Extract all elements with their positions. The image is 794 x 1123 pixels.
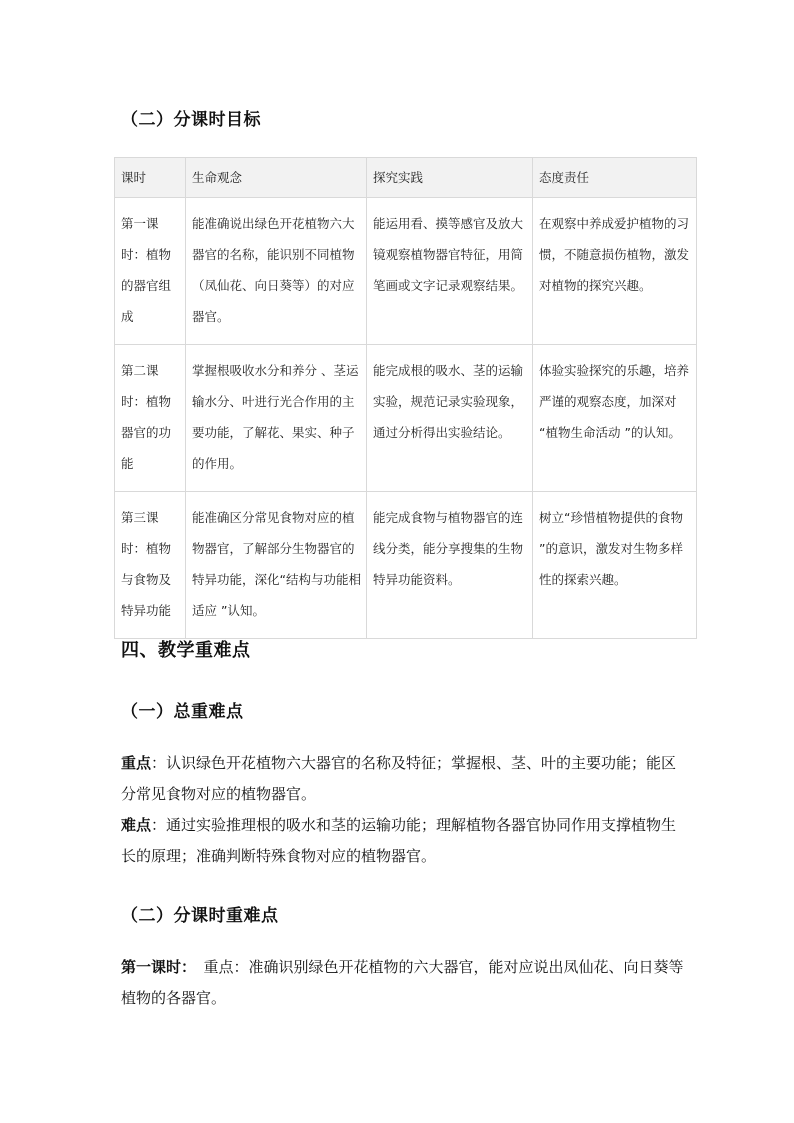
section-title-overall: （一）总重难点 — [121, 702, 244, 722]
table-cell: 第三课时：植物与食物及特异功能 — [115, 492, 186, 639]
table-header-cell: 探究实践 — [367, 158, 533, 198]
table-row — [115, 492, 697, 639]
difficult-point-paragraph — [121, 810, 691, 872]
section-title-key-difficult: 四、教学重难点 — [121, 640, 251, 661]
table-cell: 第一课时：植物的器官组成 — [115, 198, 186, 345]
lesson-goals-table — [114, 157, 697, 639]
difficult-point-label: 难点 — [121, 816, 152, 834]
section-title-per-lesson: （二）分课时重难点 — [121, 906, 279, 926]
table-header-row — [115, 158, 697, 198]
lesson1-text: 重点：准确识别绿色开花植物的六大器官，能对应说出凤仙花、向日葵等植物的各器官。 — [121, 958, 684, 1007]
key-point-label: 重点 — [121, 754, 152, 772]
table-row — [115, 345, 697, 492]
table-cell: 能运用看、摸等感官及放大镜观察植物器官特征，用简笔画或文字记录观察结果。 — [367, 198, 533, 345]
lesson1-paragraph — [121, 952, 691, 1014]
table-cell: 第二课时：植物器官的功能 — [115, 345, 186, 492]
table-cell: 能准确区分常见食物对应的植物器官，了解部分生物器官的特异功能，深化“结构与功能相适应 ”认知。 — [186, 492, 367, 639]
table-cell: 能完成食物与植物器官的连线分类，能分享搜集的生物特异功能资料。 — [367, 492, 533, 639]
table-cell: 树立“珍惜植物提供的食物 ”的意识，激发对生物多样性的探索兴趣。 — [533, 492, 697, 639]
table-cell: 能准确说出绿色开花植物六大器官的名称，能识别不同植物（凤仙花、向日葵等）的对应器官。 — [186, 198, 367, 345]
table-header-cell: 态度责任 — [533, 158, 697, 198]
table-cell: 能完成根的吸水、茎的运输实验，规范记录实验现象，通过分析得出实验结论。 — [367, 345, 533, 492]
difficult-point-text: ：通过实验推理根的吸水和茎的运输功能；理解植物各器官协同作用支撑植物生长的原理；准确判断特殊食物对应的植物器官。 — [121, 816, 677, 865]
table-cell: 掌握根吸收水分和养分 、茎运输水分、叶进行光合作用的主要功能，了解花、果实、种子的作用。 — [186, 345, 367, 492]
key-point-text: ：认识绿色开花植物六大器官的名称及特征；掌握根、茎、叶的主要功能；能区分常见食物对应的植物器官。 — [121, 754, 677, 803]
lesson1-label: 第一课时： — [121, 958, 189, 976]
section-title-lesson-goals: （二）分课时目标 — [121, 110, 261, 130]
table-row — [115, 198, 697, 345]
table-cell: 在观察中养成爱护植物的习惯，不随意损伤植物，激发对植物的探究兴趣。 — [533, 198, 697, 345]
key-point-paragraph — [121, 748, 691, 810]
table-header-cell: 课时 — [115, 158, 186, 198]
table-header-cell: 生命观念 — [186, 158, 367, 198]
table-cell: 体验实验探究的乐趣，培养严谨的观察态度，加深对 “植物生命活动 ”的认知。 — [533, 345, 697, 492]
